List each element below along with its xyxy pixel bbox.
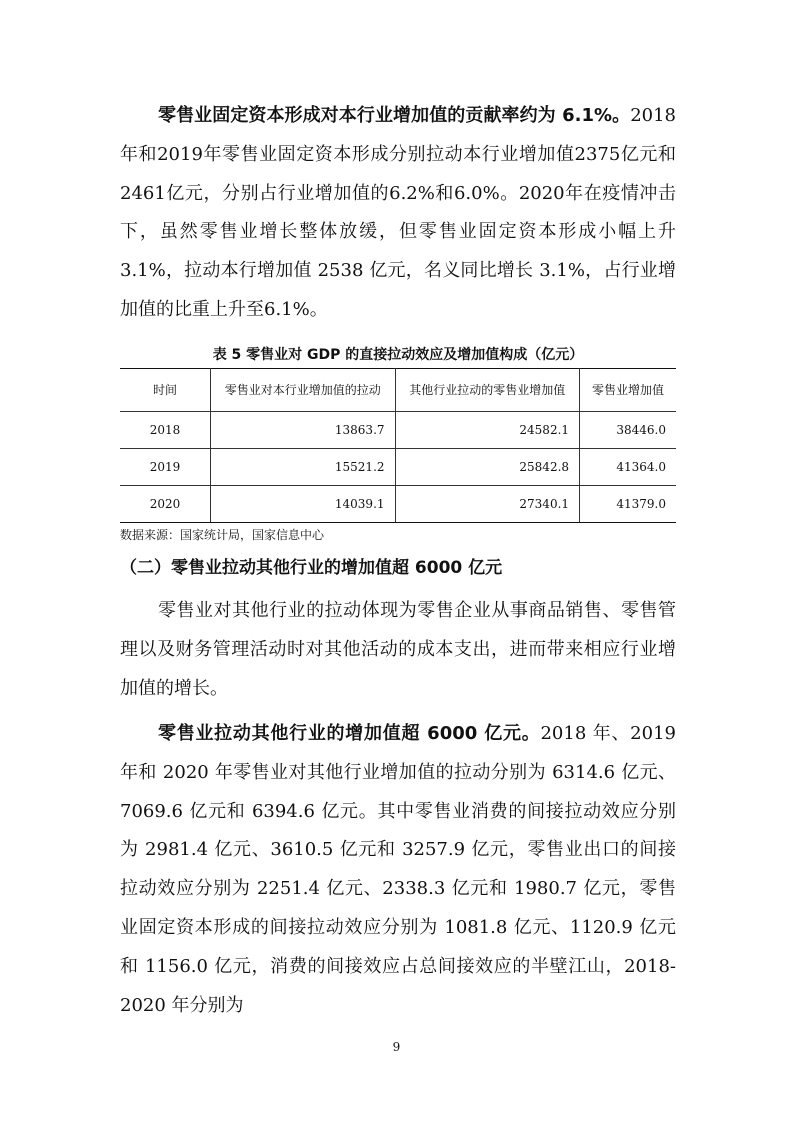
- table-row: [120, 486, 676, 523]
- table-cell: 38446.0: [580, 412, 676, 449]
- table-cell: 25842.8: [395, 449, 580, 486]
- table-caption: 表 5 零售业对 GDP 的直接拉动效应及增加值构成（亿元）: [212, 347, 584, 363]
- table-header-cell: 零售业增加值: [580, 369, 676, 412]
- table-header-cell: 零售业对本行业增加值的拉动: [211, 369, 396, 412]
- paragraph-other-industries: [120, 715, 676, 1025]
- table-row: [120, 449, 676, 486]
- data-table: [120, 368, 676, 523]
- table-cell: 41379.0: [580, 486, 676, 523]
- table-cell-year: 2018: [120, 412, 211, 449]
- paragraph-body: 2018年和2019年零售业固定资本形成分别拉动本行业增加值2375亿元和2461亿元，分别占行业增加值的6.2%和6.0%。2020年在疫情冲击下，虽然零售业增长整体放缓，但零售业固定资本形成小幅上升 3.1%，拉动本行增加值 2538 亿元，名义同比增长 3.1%，占行业增加值的比重上升至6.1%。: [120, 105, 676, 320]
- paragraph-body: 2018 年、2019 年和 2020 年零售业对其他行业增加值的拉动分别为 6314.6 亿元、7069.6 亿元和 6394.6 亿元。其中零售业消费的间接拉动效应分别为 2981.4 亿元、3610.5 亿元和 3257.9 亿元，零售业出口的间接拉动效应分别为 2251.4 亿元、2338.3 亿元和 1980.7 亿元，零售业固定资本形成的间接拉动效应分别为 1081.8 亿元、1120.9 亿元和 1156.0 亿元，消费的间接效应占总间接效应的半壁江山，2018-2020 年分别为: [120, 723, 676, 1016]
- table-cell: 41364.0: [580, 449, 676, 486]
- table-cell: 15521.2: [211, 449, 396, 486]
- table-header-row: [120, 369, 676, 412]
- table-cell: 27340.1: [395, 486, 580, 523]
- paragraph-mechanism: 零售业对其他行业的拉动体现为零售企业从事商品销售、零售管理以及财务管理活动时对其他活动的成本支出，进而带来相应行业增加值的增长。: [120, 600, 676, 699]
- table-source-note: 数据来源：国家统计局，国家信息中心: [120, 528, 325, 542]
- table-header-cell: 时间: [120, 369, 211, 412]
- paragraph-lead-bold: 零售业固定资本形成对本行业增加值的贡献率约为 6.1%。: [158, 105, 631, 126]
- paragraph-lead-bold: 零售业拉动其他行业的增加值超 6000 亿元。: [158, 723, 541, 744]
- section-heading: （二）零售业拉动其他行业的增加值超 6000 亿元: [120, 558, 503, 578]
- table-cell: 13863.7: [211, 412, 396, 449]
- table-cell: 14039.1: [211, 486, 396, 523]
- table-cell-year: 2019: [120, 449, 211, 486]
- table-row: [120, 412, 676, 449]
- table-header-cell: 其他行业拉动的零售业增加值: [395, 369, 580, 412]
- table-cell-year: 2020: [120, 486, 211, 523]
- paragraph-fixed-capital: [120, 97, 676, 330]
- table-cell: 24582.1: [395, 412, 580, 449]
- page-number: 9: [392, 1040, 401, 1054]
